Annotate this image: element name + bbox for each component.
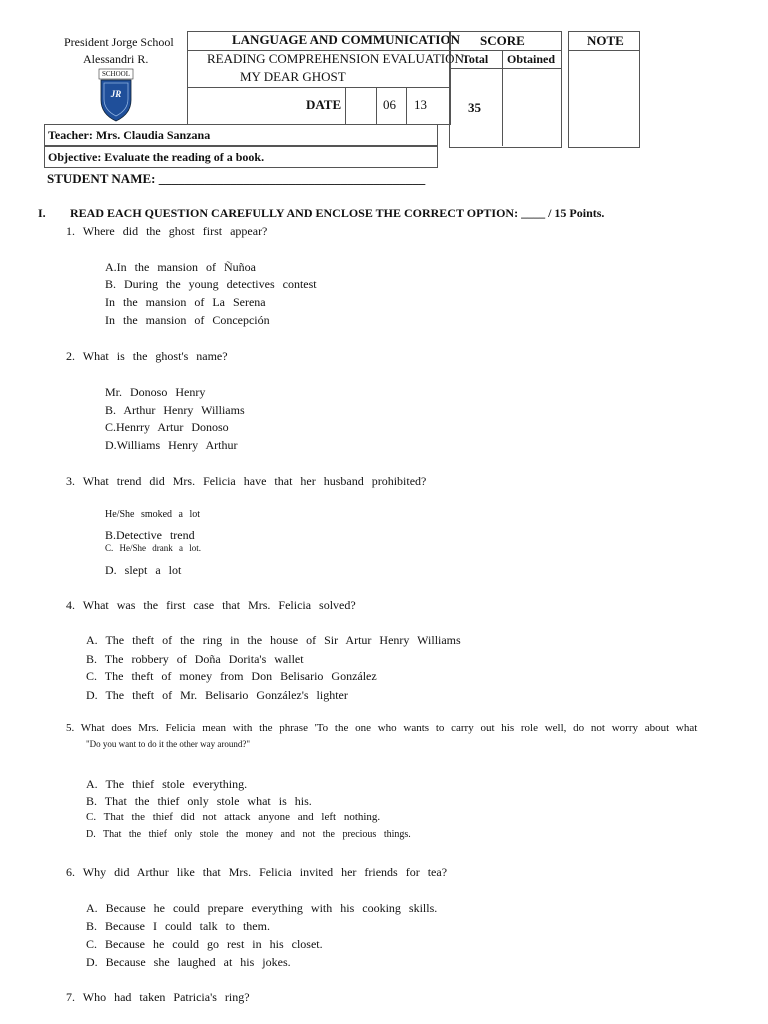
section-number: I. (38, 206, 46, 220)
score-label: SCORE (480, 33, 525, 48)
question-6: 6. Why did Arthur like that Mrs. Felicia invited her friends for tea? (66, 865, 448, 879)
option-3c[interactable]: C. He/She drank a lot. (105, 543, 201, 553)
date-day: 06 (383, 97, 396, 112)
question-1: 1. Where did the ghost first appear? (66, 224, 268, 238)
option-5b[interactable]: B. That the thief only stole what is his. (86, 794, 312, 808)
option-2c[interactable]: C.Henrry Artur Donoso (105, 420, 229, 434)
evaluation-title: READING COMPREHENSION EVALUATION (207, 51, 464, 66)
option-4b[interactable]: B. The robbery of Doña Dorita's wallet (86, 652, 304, 666)
note-label: NOTE (587, 33, 624, 48)
logo-monogram: JR (110, 89, 122, 99)
option-4a[interactable]: A. The theft of the ring in the house of Sir Artur Henry Williams (86, 633, 461, 647)
option-2a[interactable]: Mr. Donoso Henry (105, 385, 206, 399)
option-1a[interactable]: A.In the mansion of Ñuñoa (105, 260, 256, 274)
question-5: 5. What does Mrs. Felicia mean with the phrase 'To the one who wants to carry out his role well, do not worry about what (66, 722, 698, 734)
option-2d[interactable]: D.Williams Henry Arthur (105, 438, 238, 452)
option-6c[interactable]: C. Because he could go rest in his closet. (86, 937, 323, 951)
option-5d[interactable]: D. That the thief only stole the money and not the precious things. (86, 829, 411, 840)
book-title: MY DEAR GHOST (240, 69, 346, 84)
option-4d[interactable]: D. The theft of Mr. Belisario González's lighter (86, 688, 348, 702)
option-2b[interactable]: B. Arthur Henry Williams (105, 403, 245, 417)
question-4: 4. What was the first case that Mrs. Felicia solved? (66, 598, 356, 612)
logo-text: SCHOOL (101, 70, 130, 78)
question-3: 3. What trend did Mrs. Felicia have that her husband prohibited? (66, 474, 427, 488)
option-5a[interactable]: A. The thief stole everything. (86, 777, 248, 791)
option-6a[interactable]: A. Because he could prepare everything with his cooking skills. (86, 901, 438, 915)
question-7: 7. Who had taken Patricia's ring? (66, 990, 250, 1004)
option-4c[interactable]: C. The theft of money from Don Belisario González (86, 669, 377, 683)
option-1b[interactable]: B. During the young detectives contest (105, 277, 317, 291)
subject-title: LANGUAGE AND COMMUNICATION (232, 32, 460, 47)
option-6d[interactable]: D. Because she laughed at his jokes. (86, 955, 291, 969)
student-name-field[interactable]: STUDENT NAME: _________________________________________ (47, 171, 426, 186)
option-3a[interactable]: He/She smoked a lot (105, 509, 201, 520)
total-value: 35 (468, 100, 481, 115)
total-label: Total (462, 52, 489, 66)
school-name-line2: Alessandri R. (83, 52, 149, 66)
school-name: President Jorge School (64, 35, 174, 49)
obtained-label: Obtained (507, 52, 556, 66)
option-1d[interactable]: In the mansion of Concepción (105, 313, 270, 327)
option-5c[interactable]: C. That the thief did not attack anyone and left nothing. (86, 811, 381, 823)
section-instruction: READ EACH QUESTION CAREFULLY AND ENCLOSE THE CORRECT OPTION: ____ / 15 Points. (70, 206, 605, 220)
date-month: 13 (414, 97, 427, 112)
option-6b[interactable]: B. Because I could talk to them. (86, 919, 270, 933)
question-2: 2. What is the ghost's name? (66, 349, 228, 363)
option-3d[interactable]: D. slept a lot (105, 563, 182, 577)
objective-text: Objective: Evaluate the reading of a book. (48, 150, 265, 164)
question-5-line2: "Do you want to do it the other way around?" (86, 739, 251, 749)
teacher-text: Teacher: Mrs. Claudia Sanzana (48, 128, 211, 142)
date-label: DATE (306, 97, 342, 112)
option-3b[interactable]: B.Detective trend (105, 528, 195, 542)
option-1c[interactable]: In the mansion of La Serena (105, 295, 266, 309)
